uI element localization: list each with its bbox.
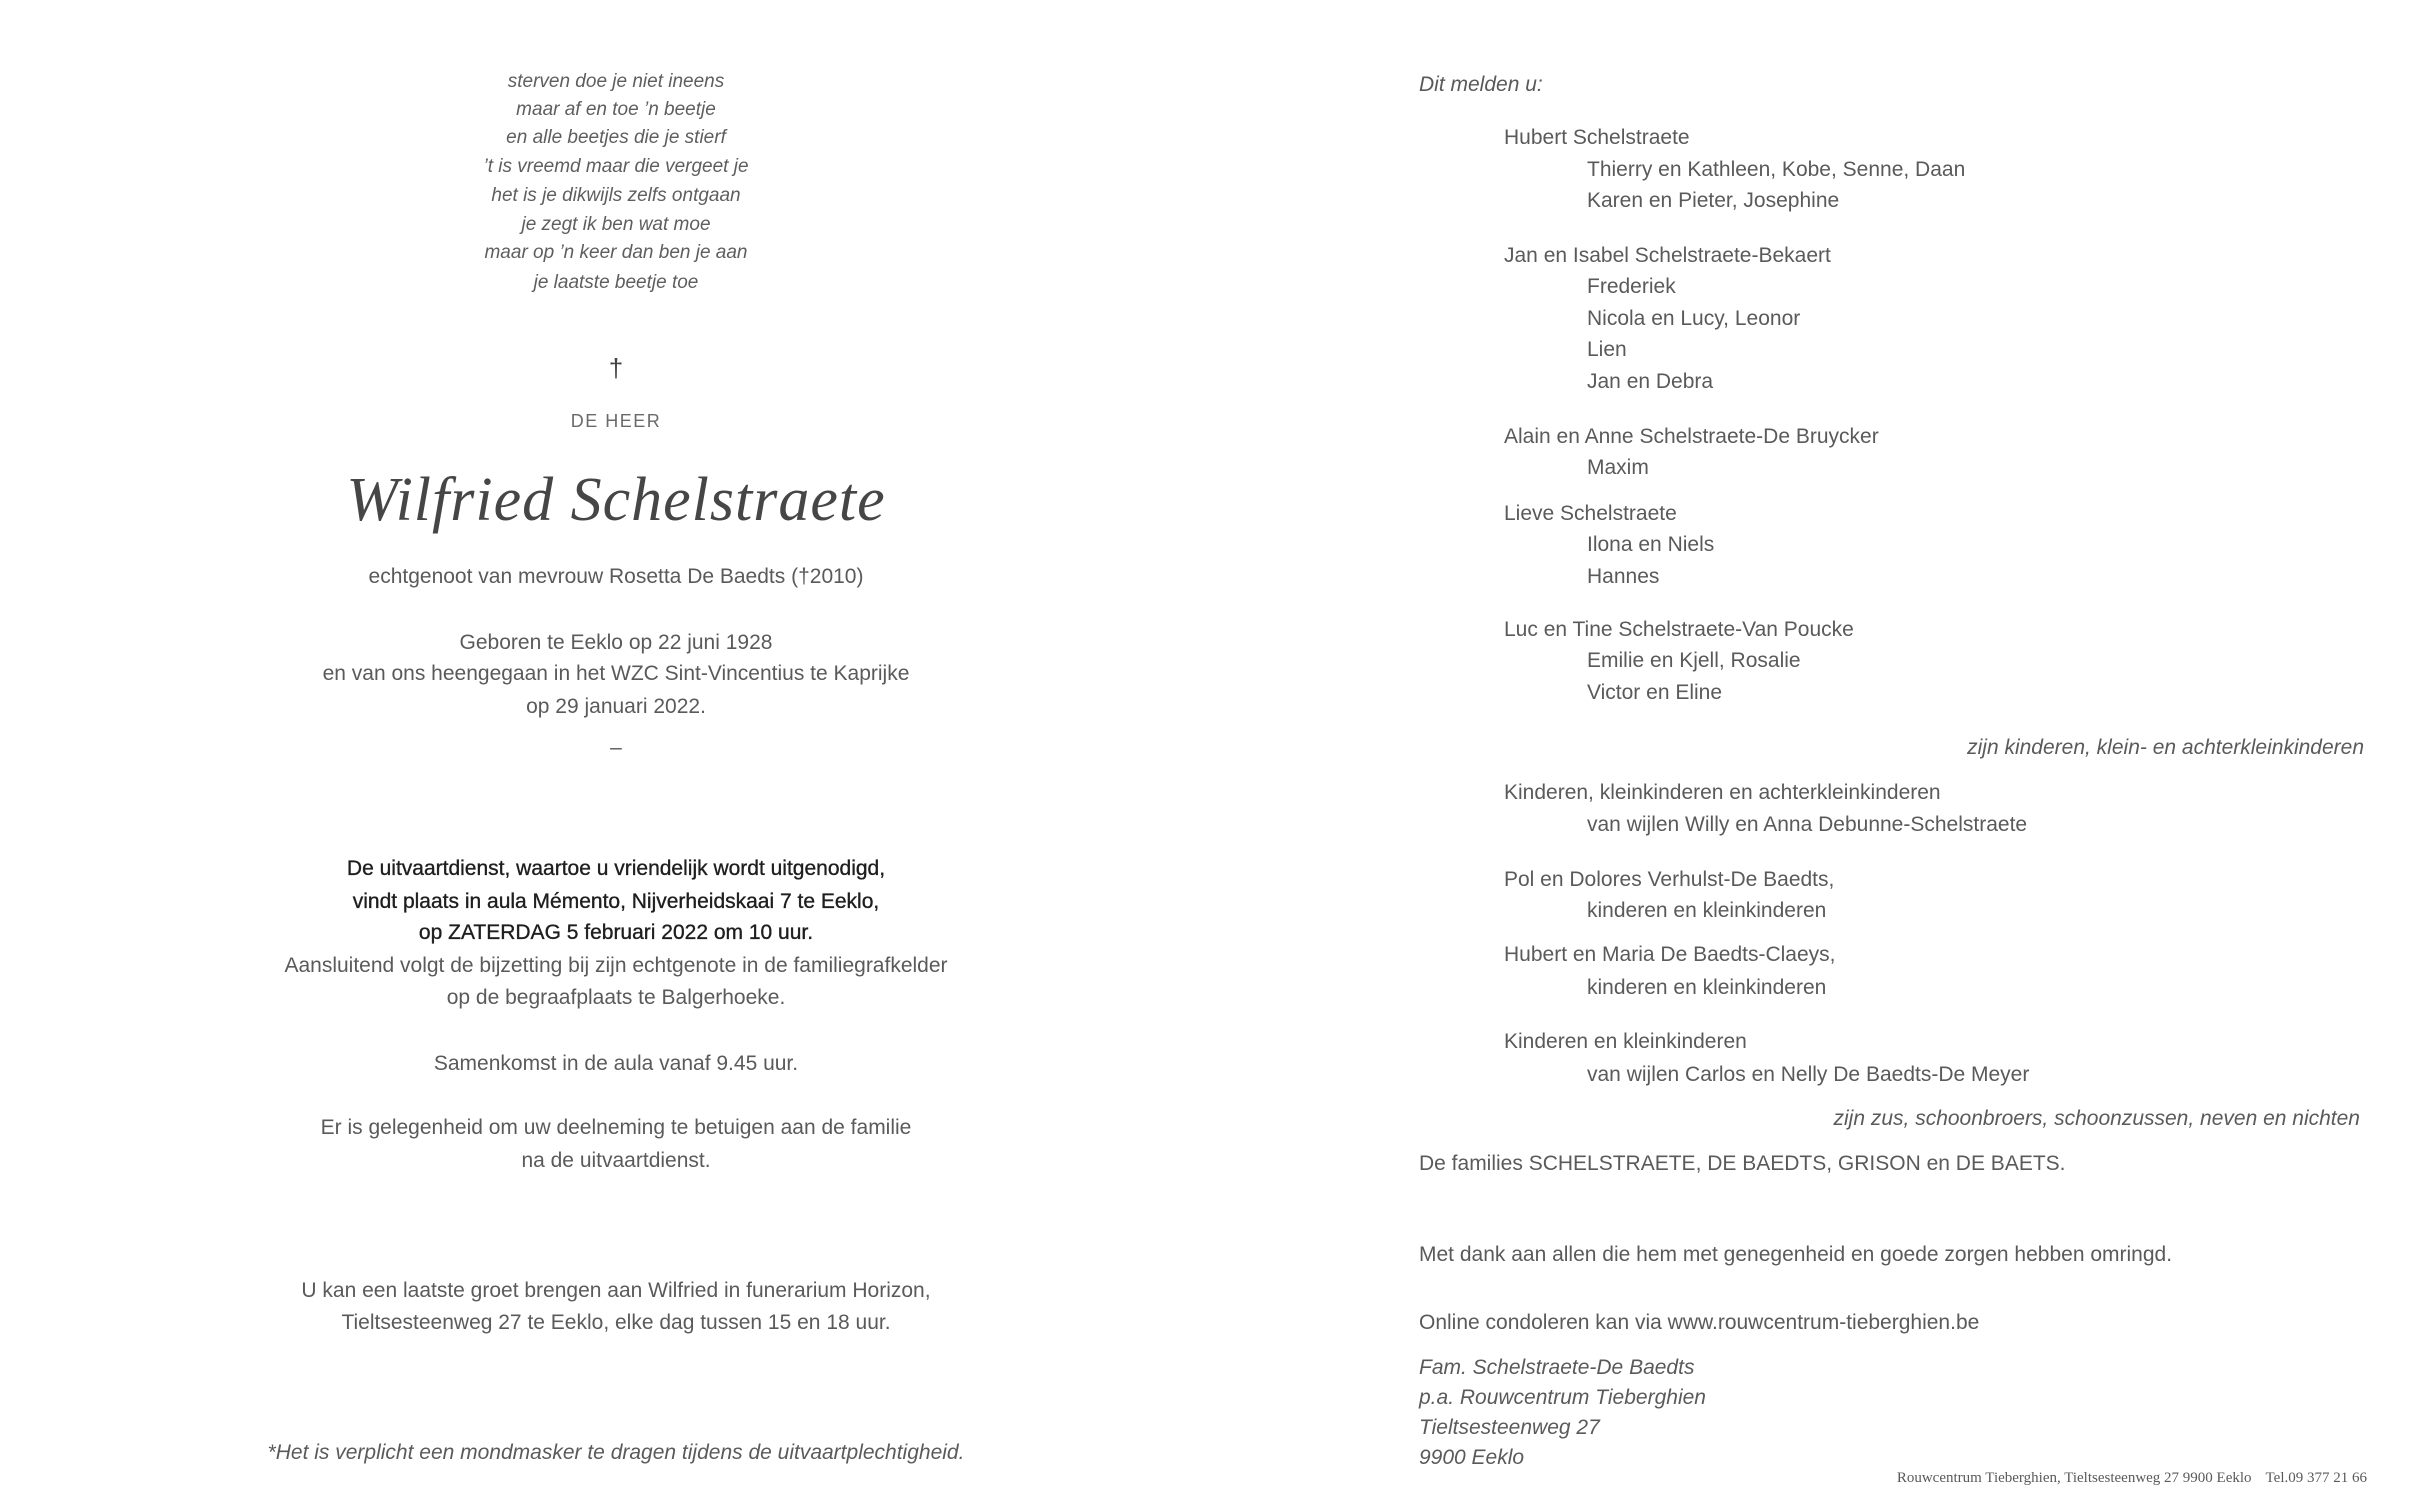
family-member: Karen en Pieter, Josephine	[1587, 189, 1840, 212]
relative-member: van wijlen Willy en Anna Debunne-Schelstraete	[1587, 813, 2028, 836]
family-head: Jan en Isabel Schelstraete-Bekaert	[1504, 244, 1831, 267]
condolence-line: na de uitvaartdienst.	[521, 1149, 711, 1172]
poem-line: ’t is vreemd maar die vergeet je	[483, 156, 749, 177]
burial-line: Aansluitend volgt de bijzetting bij zijn echtgenote in de familiegrafkelder	[284, 954, 948, 977]
poem-line: maar af en toe ’n beetje	[516, 99, 716, 120]
poem-line: je zegt ik ben wat moe	[521, 214, 711, 235]
address-line: 9900 Eeklo	[1419, 1446, 1525, 1469]
relative-head: Hubert en Maria De Baedts-Claeys,	[1504, 943, 1836, 966]
family-member: Hannes	[1587, 565, 1660, 588]
family-member: Nicola en Lucy, Leonor	[1587, 307, 1801, 330]
family-head: Luc en Tine Schelstraete-Van Poucke	[1504, 618, 1854, 641]
poem-line: maar op ’n keer dan ben je aan	[484, 242, 748, 263]
relative-member: van wijlen Carlos en Nelly De Baedts-De Meyer	[1587, 1063, 2030, 1086]
relative-member: kinderen en kleinkinderen	[1587, 976, 1827, 999]
right-column	[1419, 0, 2427, 1509]
visitation-line: U kan een laatste groet brengen aan Wilfried in funerarium Horizon,	[301, 1279, 931, 1302]
family-head: Hubert Schelstraete	[1504, 126, 1690, 149]
address-line: Tieltsesteenweg 27	[1419, 1416, 1600, 1439]
relative-member: kinderen en kleinkinderen	[1587, 899, 1827, 922]
separator-dash: –	[610, 736, 622, 759]
family-member: Thierry en Kathleen, Kobe, Senne, Daan	[1587, 158, 1966, 181]
footer-company: Rouwcentrum Tieberghien, Tieltsesteenweg 27 9900 Eeklo	[1896, 1470, 2252, 1486]
poem-line: sterven doe je niet ineens	[507, 71, 725, 92]
mourners-intro: Dit melden u:	[1419, 73, 1543, 96]
deceased-name: Wilfried Schelstraete	[346, 466, 886, 534]
family-member: Victor en Eline	[1587, 681, 1723, 704]
address-line: Fam. Schelstraete-De Baedts	[1419, 1356, 1695, 1379]
invitation-line: vindt plaats in aula Mémento, Nijverheidskaai 7 te Eeklo,	[352, 890, 880, 913]
mask-notice: *Het is verplicht een mondmasker te dragen tijdens de uitvaartplechtigheid.	[267, 1441, 965, 1464]
family-head: Alain en Anne Schelstraete-De Bruycker	[1504, 425, 1879, 448]
spouse-line: echtgenoot van mevrouw Rosetta De Baedts (†2010)	[368, 565, 864, 588]
relative-head: Kinderen en kleinkinderen	[1504, 1030, 1747, 1053]
family-member: Frederiek	[1587, 275, 1676, 298]
honorific-title: DE HEER	[570, 411, 662, 431]
relatives-caption: zijn zus, schoonbroers, schoonzussen, neven en nichten	[1833, 1107, 2360, 1130]
families-line: De families SCHELSTRAETE, DE BAEDTS, GRISON en DE BAETS.	[1419, 1152, 2066, 1175]
birth-line: Geboren te Eeklo op 22 juni 1928	[459, 631, 773, 654]
footer-phone: Tel.09 377 21 66	[2265, 1470, 2367, 1486]
cross-icon: †	[608, 353, 624, 383]
families-caption: zijn kinderen, klein- en achterkleinkinderen	[1967, 736, 2364, 759]
family-member: Ilona en Niels	[1587, 533, 1715, 556]
family-head: Lieve Schelstraete	[1504, 502, 1677, 525]
relative-head: Pol en Dolores Verhulst-De Baedts,	[1504, 868, 1835, 891]
family-member: Jan en Debra	[1587, 370, 1714, 393]
poem-line: het is je dikwijls zelfs ontgaan	[491, 185, 741, 206]
poem-line: je laatste beetje toe	[533, 272, 699, 293]
thanks-line: Met dank aan allen die hem met genegenheid en goede zorgen hebben omringd.	[1419, 1243, 2173, 1266]
invitation-line: De uitvaartdienst, waartoe u vriendelijk wordt uitgenodigd,	[346, 857, 886, 880]
condolence-line: Er is gelegenheid om uw deelneming te betuigen aan de familie	[320, 1116, 912, 1139]
relative-head: Kinderen, kleinkinderen en achterkleinkinderen	[1504, 781, 1941, 804]
death-date-line: op 29 januari 2022.	[526, 695, 706, 718]
gathering-line: Samenkomst in de aula vanaf 9.45 uur.	[433, 1052, 799, 1075]
poem-line: en alle beetjes die je stierf	[506, 127, 726, 148]
printer-footer	[1897, 1468, 2367, 1488]
address-line: p.a. Rouwcentrum Tieberghien	[1419, 1386, 1706, 1409]
family-member: Maxim	[1587, 456, 1649, 479]
burial-line: op de begraafplaats te Balgerhoeke.	[446, 986, 786, 1009]
death-line: en van ons heengegaan in het WZC Sint-Vincentius te Kaprijke	[322, 662, 910, 685]
family-member: Emilie en Kjell, Rosalie	[1587, 649, 1801, 672]
invitation-line: op ZATERDAG 5 februari 2022 om 10 uur.	[418, 921, 814, 944]
family-member: Lien	[1587, 338, 1627, 361]
online-condolence-line: Online condoleren kan via www.rouwcentrum-tieberghien.be	[1419, 1311, 1980, 1334]
visitation-line: Tieltsesteenweg 27 te Eeklo, elke dag tussen 15 en 18 uur.	[341, 1311, 891, 1334]
